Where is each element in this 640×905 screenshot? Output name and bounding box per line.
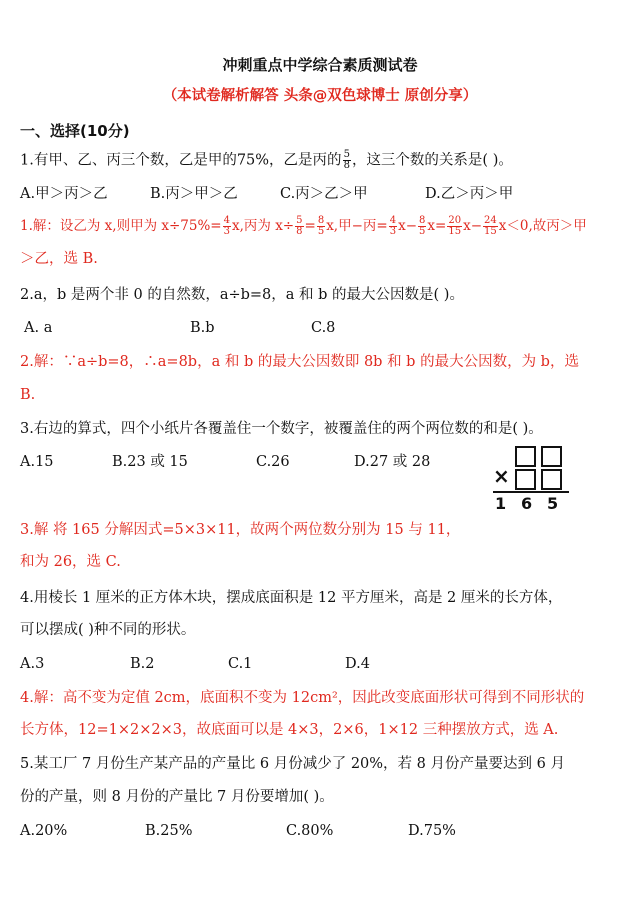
q3-solution-line-1: 3.解 将 165 分解因式=5×3×11，故两个两位数分别为 15 与 11， — [20, 522, 461, 538]
solution-text: x− — [463, 218, 483, 234]
q3-solution-line-2: 和为 26，选 C. — [20, 554, 121, 570]
q4-option-c: C.1 — [228, 656, 253, 672]
q1-option-b: B.丙＞甲＞乙 — [150, 186, 238, 202]
q3-option-a: A.15 — [20, 454, 54, 470]
page-title: 冲刺重点中学综合素质测试卷 — [222, 56, 418, 74]
product-line — [493, 491, 569, 493]
fraction-denominator: 15 — [448, 226, 462, 237]
question-4-line-1: 4.用棱长 1 厘米的正方体木块，摆成底面积是 12 平方厘米，高是 2 厘米的长方体， — [20, 590, 563, 606]
section-heading: 一、选择(10分) — [20, 122, 130, 140]
q3-option-b: B.23 或 15 — [112, 454, 188, 470]
fraction-denominator: 5 — [419, 226, 426, 237]
question-5-line-1: 5.某工厂 7 月份生产某产品的产量比 6 月份减少了 20%，若 8 月份产量要达到 6 月 — [20, 756, 565, 772]
fraction-denominator: 3 — [389, 226, 397, 237]
solution-text: x= — [427, 218, 447, 234]
solution-text: x,丙为 x÷ — [232, 218, 295, 234]
question-2: 2.a，b 是两个非 0 的自然数，a÷b=8，a 和 b 的最大公因数是( )。 — [20, 287, 464, 303]
fraction-denominator: 5 — [317, 226, 325, 237]
fraction-denominator: 15 — [484, 226, 497, 237]
multiply-sign: × — [493, 464, 510, 488]
q5-option-c: C.80% — [286, 823, 334, 839]
q4-solution-line-2: 长方体，12=1×2×2×3，故底面可以是 4×3，2×6，1×12 三种摆放方式，选 A. — [20, 722, 559, 738]
product-digit: 1 — [495, 494, 507, 513]
q2-solution-line-1: 2.解：∵a÷b=8，∴a=8b，a 和 b 的最大公因数即 8b 和 b 的最大公因数，为 b，选 — [20, 354, 579, 370]
q1-solution-line-1 — [20, 216, 587, 237]
q3-option-d: D.27 或 28 — [354, 454, 431, 470]
product-digit: 5 — [547, 494, 559, 513]
fraction — [418, 216, 426, 237]
question-5-line-2: 份的产量，则 8 月份的产量比 7 月份要增加( )。 — [20, 789, 334, 805]
solution-text: x− — [398, 218, 418, 234]
q2-option-b: B.b — [190, 320, 215, 336]
solution-text: x,甲−丙= — [326, 218, 388, 234]
solution-text: 1.解：设乙为 x,则甲为 x÷75%= — [20, 218, 222, 234]
covered-digit-box — [541, 469, 562, 490]
multiplication-puzzle — [493, 446, 573, 516]
q4-option-d: D.4 — [345, 656, 370, 672]
question-1-text-a: 1.有甲、乙、丙三个数，乙是甲的75%，乙是丙的 — [20, 152, 342, 169]
product-digit: 6 — [521, 494, 533, 513]
fraction-denominator: 3 — [223, 226, 230, 237]
fraction-numerator: 4 — [223, 215, 230, 226]
fraction — [389, 216, 397, 237]
q2-option-c: C.8 — [311, 320, 336, 336]
fraction — [343, 150, 351, 171]
q1-solution-line-2: ＞乙，选 B. — [20, 251, 98, 267]
covered-digit-box — [541, 446, 562, 467]
q4-solution-line-1: 4.解：高不变为定值 2cm，底面积不变为 12cm²，因此改变底面形状可得到不同形状的 — [20, 690, 585, 706]
solution-text: x＜0,故丙＞甲 — [498, 218, 587, 234]
q5-option-b: B.25% — [145, 823, 193, 839]
question-1 — [20, 150, 513, 171]
fraction-numerator: 5 — [343, 149, 350, 160]
question-1-text-b: ，这三个数的关系是( )。 — [351, 152, 513, 169]
fraction-denominator: 8 — [343, 160, 350, 171]
q4-option-b: B.2 — [130, 656, 155, 672]
fraction — [483, 216, 498, 237]
fraction — [223, 216, 231, 237]
fraction-numerator: 5 — [296, 215, 303, 226]
q4-option-a: A.3 — [20, 656, 45, 672]
fraction-numerator: 20 — [448, 215, 462, 226]
q1-option-c: C.丙＞乙＞甲 — [280, 186, 368, 202]
q5-option-d: D.75% — [408, 823, 456, 839]
q3-option-c: C.26 — [256, 454, 290, 470]
q1-option-d: D.乙＞丙＞甲 — [425, 186, 514, 202]
fraction-numerator: 8 — [419, 215, 426, 226]
fraction-numerator: 24 — [484, 215, 497, 226]
fraction-numerator: 4 — [389, 215, 397, 226]
fraction — [447, 216, 462, 237]
q2-solution-line-2: B. — [20, 387, 36, 403]
solution-text: = — [304, 218, 316, 234]
fraction-numerator: 8 — [317, 215, 325, 226]
page-subtitle: （本试卷解析解答 头条@双色球博士 原创分享） — [162, 88, 478, 104]
covered-digit-box — [515, 469, 536, 490]
fraction-denominator: 8 — [296, 226, 303, 237]
question-3: 3.右边的算式，四个小纸片各覆盖住一个数字，被覆盖住的两个两位数的和是( )。 — [20, 421, 543, 437]
covered-digit-box — [515, 446, 536, 467]
q5-option-a: A.20% — [20, 823, 68, 839]
question-4-line-2: 可以摆成( )种不同的形状。 — [20, 622, 196, 638]
q1-option-a: A.甲＞丙＞乙 — [20, 186, 108, 202]
fraction — [295, 216, 303, 237]
q2-option-a: A. a — [24, 320, 53, 336]
fraction — [317, 216, 325, 237]
